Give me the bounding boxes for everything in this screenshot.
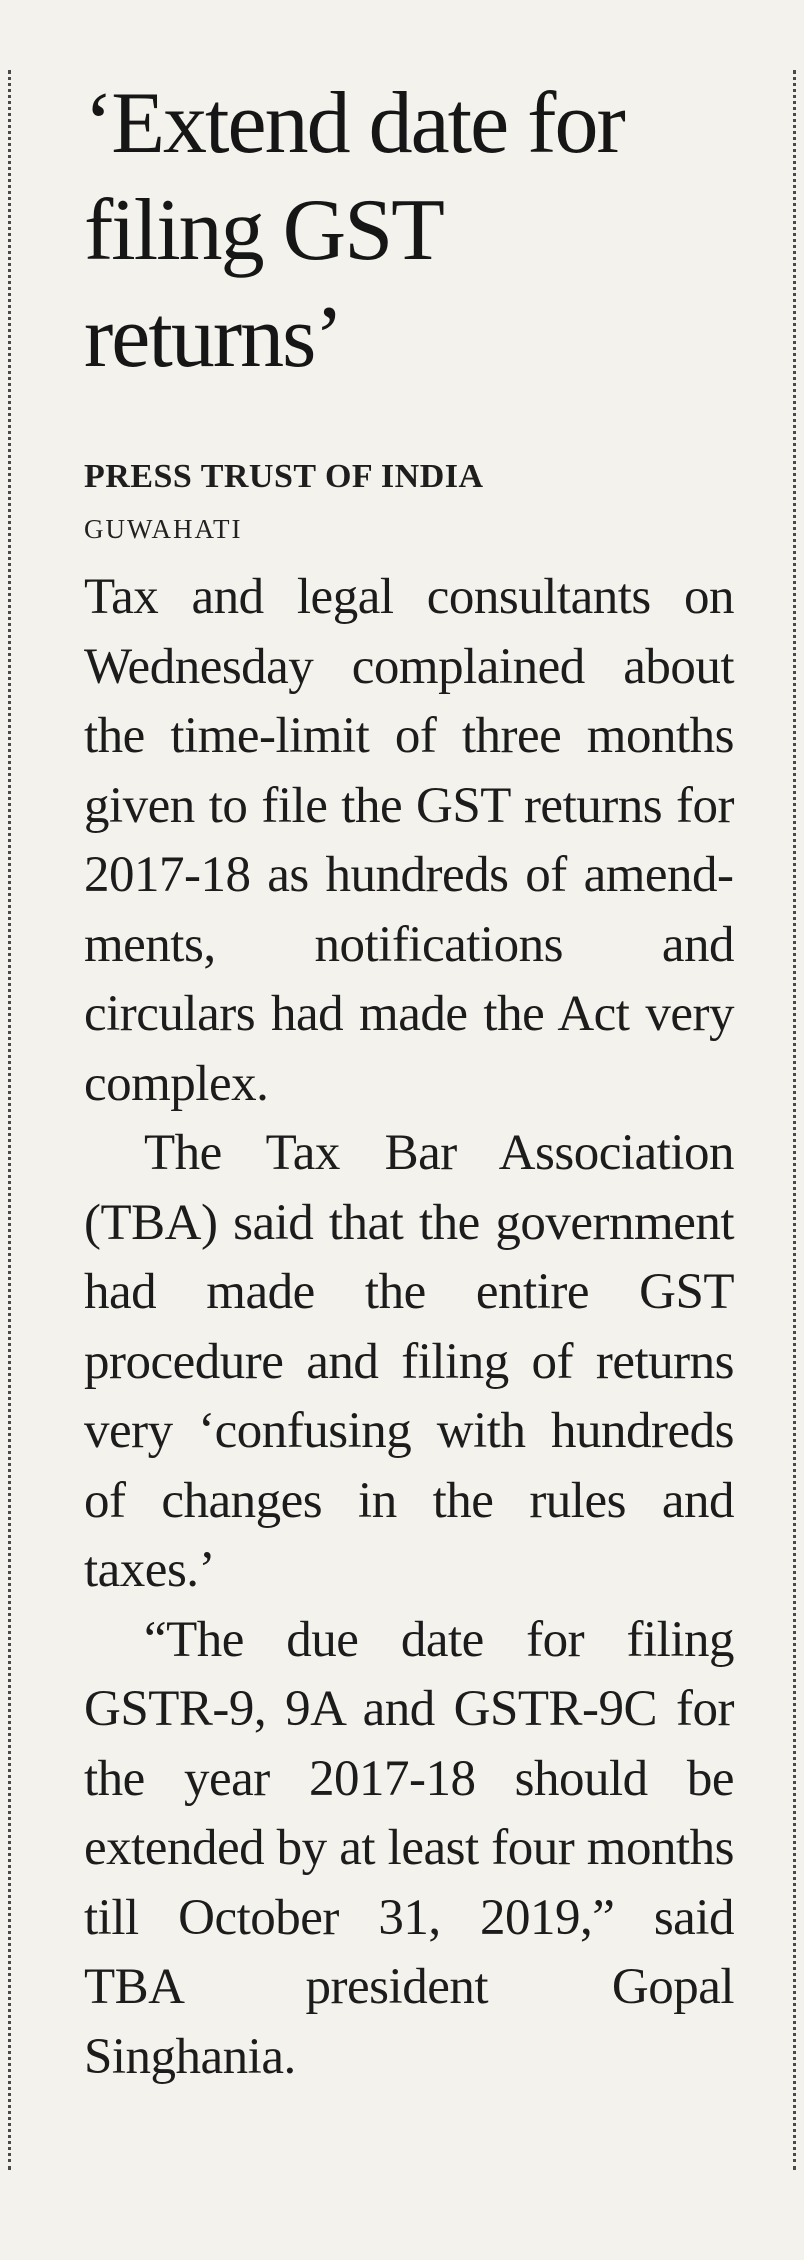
news-article <box>84 70 734 2092</box>
column-rule-right <box>793 70 796 2170</box>
paragraph-2: The Tax Bar Association (TBA) said that the government had made the entire GST procedure and filing of returns very ‘confusing with hundreds of changes in the rules and taxes.’ <box>84 1125 734 1598</box>
paragraph-3: “The due date for filing GSTR-9, 9A and GSTR-9C for the year 2017-18 should be extended by at least four months till October 31, 2019,” said TBA president Gopal Singhania. <box>84 1611 734 2085</box>
headline: ‘Extend date for filing GST returns’ <box>84 75 624 386</box>
column-rule-left <box>8 70 11 2170</box>
paragraph-1: Tax and legal consultants on Wednesday complained about the time-limit of three months given to file the GST returns for 2017-18 as hundreds of amendments, notifications and circulars had made the Act very complex. <box>84 569 734 1112</box>
article-body <box>84 563 734 2092</box>
byline: PRESS TRUST OF INDIA <box>84 458 484 495</box>
dateline: GUWAHATI <box>84 514 243 544</box>
